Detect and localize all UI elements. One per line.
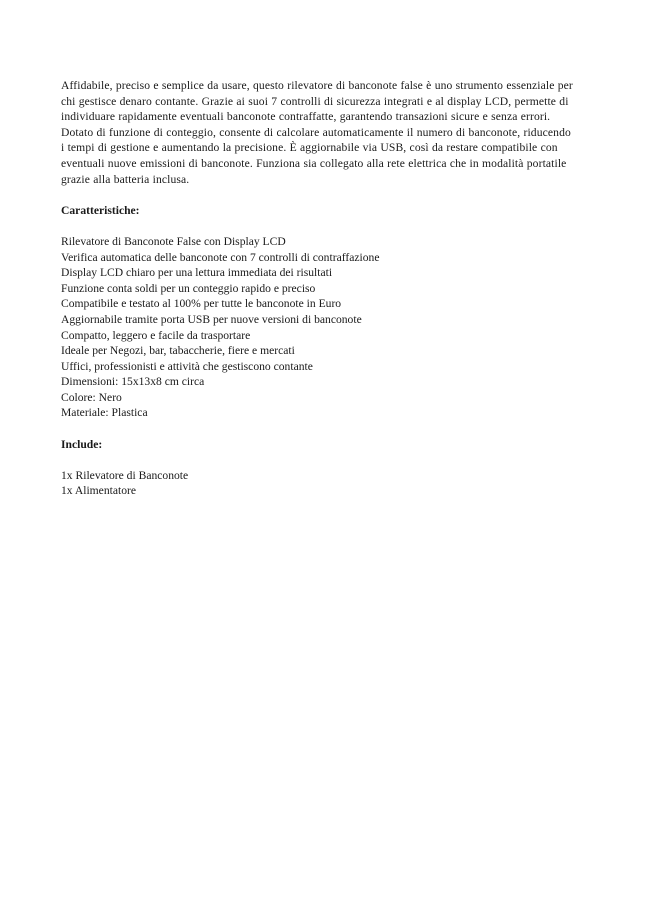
list-item: Colore: Nero (61, 390, 122, 404)
list-item: Rilevatore di Banconote False con Display LCD (61, 234, 286, 248)
features-list (61, 234, 573, 421)
list-item: Compatto, leggero e facile da trasportare (61, 328, 251, 342)
spacer-before-features-heading (61, 187, 573, 203)
list-item: 1x Rilevatore di Banconote (61, 468, 189, 482)
features-heading: Caratteristiche: (61, 203, 140, 217)
includes-heading: Include: (61, 437, 103, 451)
list-item: 1x Alimentatore (61, 484, 137, 498)
list-item: Dimensioni: 15x13x8 cm circa (61, 375, 205, 389)
intro-paragraph-2: Dotato di funzione di conteggio, consente di calcolare automaticamente il numero di banconote, riducendo i tempi di gestione e aumentando la precisione. È aggiornabile via USB, così da restare compatibile con eventuali nuove emissioni di banconote. Funziona sia collegato alla rete elettrica che in modalità portatile grazie alla batteria inclusa. (61, 125, 571, 186)
spacer-after-features-heading (61, 218, 573, 234)
list-item: Funzione conta soldi per un conteggio rapido e preciso (61, 281, 316, 295)
spacer-after-includes-heading (61, 452, 573, 468)
list-item: Ideale per Negozi, bar, tabaccherie, fiere e mercati (61, 344, 295, 358)
list-item: Compatibile e testato al 100% per tutte le banconote in Euro (61, 297, 342, 311)
spacer-before-includes-heading (61, 421, 573, 437)
list-item: Aggiornabile tramite porta USB per nuove versioni di banconote (61, 312, 362, 326)
list-item: Verifica automatica delle banconote con 7 controlli di contraffazione (61, 250, 380, 264)
intro-paragraph-1: Affidabile, preciso e semplice da usare, questo rilevatore di banconote false è uno strumento essenziale per chi gestisce denaro contante. Grazie ai suoi 7 controlli di sicurezza integrati e al display LCD, permette di individuare rapidamente eventuali banconote contraffatte, garantendo transazioni sicure e senza errori. (61, 79, 573, 124)
list-item: Display LCD chiaro per una lettura immediata dei risultati (61, 266, 333, 280)
includes-list (61, 468, 573, 499)
list-item: Uffici, professionisti e attività che gestiscono contante (61, 359, 313, 373)
list-item: Materiale: Plastica (61, 406, 148, 420)
document-text-block (61, 78, 573, 499)
